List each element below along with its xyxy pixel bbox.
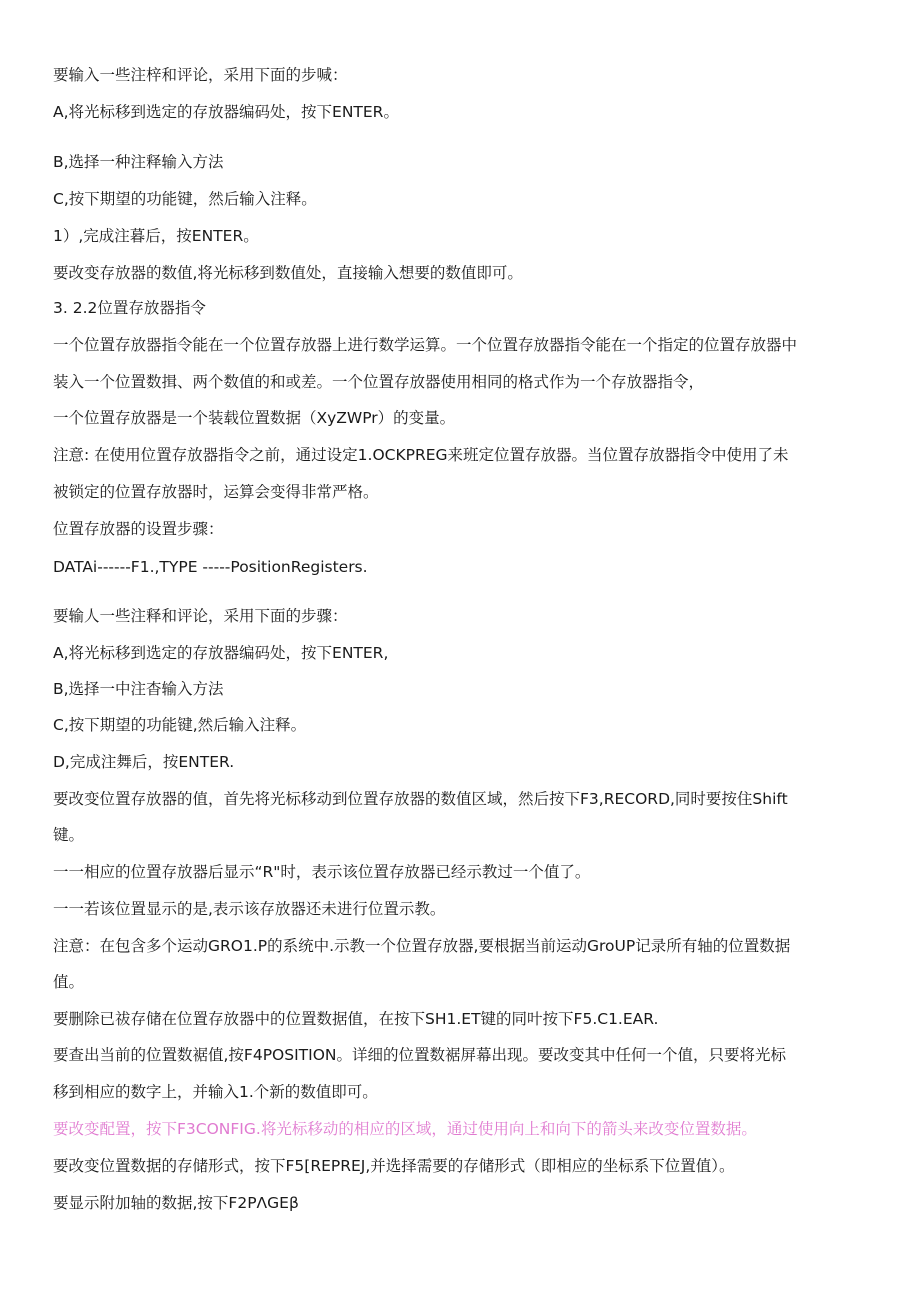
- section-heading: 3. 2.2位置存放器指令: [53, 299, 206, 317]
- note-line: 注意: 在使用位置存放器指令之前，通过设定1.OCKPREG来班定位置存放器。当位置存放器指令中使用了未: [53, 446, 789, 464]
- text-line: B,选择一中注杳输入方法: [53, 680, 224, 698]
- text-line: 位置存放器的设置步骤：: [53, 520, 224, 538]
- text-line: 移到相应的数字上，并输入1.个新的数值即可。: [53, 1083, 378, 1101]
- text-line: C,按下期望的功能键，然后输入注释。: [53, 190, 317, 208]
- text-line: 一一若该位置显示的是,表示该存放器还未进行位置示教。: [53, 900, 446, 918]
- text-line: 要输入一些注梓和评论，采用下面的步喊：: [53, 66, 348, 84]
- text-line: B,选择一种注释输入方法: [53, 153, 224, 171]
- note-line: 值。: [53, 973, 85, 991]
- text-line: A,将光标移到选定的存放器编码处，按下ENTER。: [53, 103, 399, 121]
- text-line: D,完成注舞后，按ENTER.: [53, 753, 235, 771]
- text-line: 要输人一些注释和评论，采用下面的步骤：: [53, 607, 348, 625]
- text-line: A,将光标移到选定的存放器编码处，按下ENTER,: [53, 644, 389, 662]
- text-line: 一个位置存放器指令能在一个位置存放器上进行数学运算。一个位置存放器指令能在一个指定的位置存放器中: [53, 336, 798, 354]
- text-line: 要显示附加轴的数据,按下F2PΛGEβ: [53, 1194, 299, 1212]
- text-line: 要查出当前的位置数裾值,按F4POSITION。详细的位置数裾屏幕出现。要改变其中任何一个值，只要将光标: [53, 1046, 786, 1064]
- menu-path: DATAi------F1.,TYPE -----PositionRegisters.: [53, 558, 368, 576]
- text-line: C,按下期望的功能键,然后输入注释。: [53, 716, 307, 734]
- text-line: 要改变存放器的数值,将光标移到数值处，直接输入想要的数值即可。: [53, 264, 523, 282]
- text-line: 要删除已祓存储在位置存放器中的位置数据值，在按下SH1.ET键的同叶按下F5.C1.EAR.: [53, 1010, 659, 1028]
- note-line: 注意：在包含多个运动GRO1.P的系统中.示教一个位置存放器,要根据当前运动GroUP记录所有轴的位置数据: [53, 937, 791, 955]
- text-line: 一个位置存放器是一个装载位置数据（XyZWPr）的变量。: [53, 409, 456, 427]
- text-line: 要改变位置数据的存储形式，按下F5[REPREJ,并选择需要的存储形式（即相应的坐标系下位置值）。: [53, 1157, 735, 1175]
- text-line: 键。: [53, 826, 85, 844]
- text-line: 1）,完成注暮后，按ENTER。: [53, 227, 259, 245]
- text-line: 装入一个位置数揖、两个数值的和或差。一个位置存放器使用相同的格式作为一个存放器指令，: [53, 373, 705, 391]
- note-line: 被锁定的位置存放器时，运算会变得非常严格。: [53, 483, 379, 501]
- text-line: 一一相应的位置存放器后显示“R"时，表示该位置存放器已经示教过一个值了。: [53, 863, 591, 881]
- highlighted-line: 要改变配置，按下F3CONFIG.将光标移动的相应的区域，通过使用向上和向下的箭头来改变位置数据。: [53, 1120, 757, 1138]
- text-line: 要改变位置存放器的值，首先将光标移动到位置存放器的数值区域，然后按下F3,RECORD,同时要按住Shift: [53, 790, 788, 808]
